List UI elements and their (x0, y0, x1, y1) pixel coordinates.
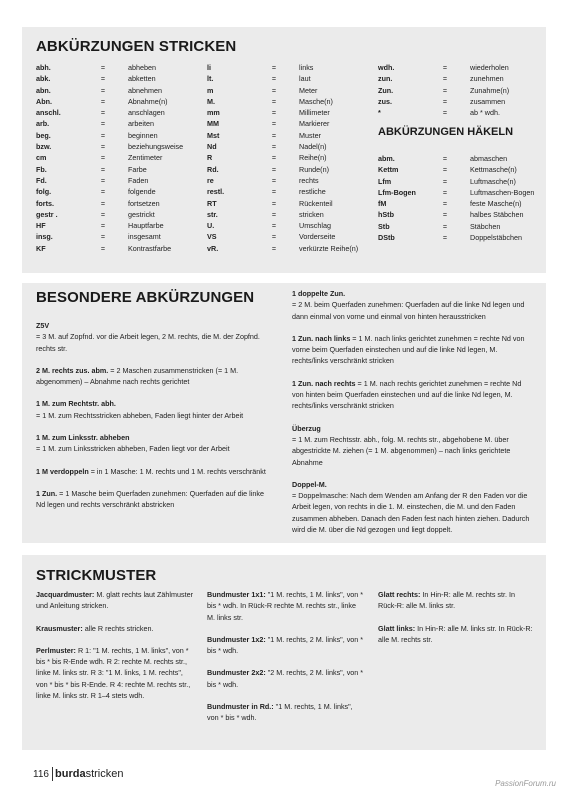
abbr-equals: = (271, 243, 277, 253)
abbr-equals: = (100, 74, 106, 84)
abbr-column-1 (36, 62, 198, 254)
abbr-equals: = (442, 96, 448, 106)
abbr-equals: = (100, 243, 106, 253)
abbr-key: Zun. (378, 85, 394, 95)
strickmuster-box (22, 555, 546, 750)
text-paragraph (36, 645, 194, 701)
abbr-value: Zunahme(n) (470, 85, 510, 95)
abbr-value: halbes Stäbchen (470, 210, 524, 220)
abbr-equals: = (442, 233, 448, 243)
abbr-row (378, 73, 546, 84)
abbr-equals: = (271, 209, 277, 219)
abbr-key: Kettm (378, 165, 399, 175)
abbr-key: li (207, 63, 211, 72)
text-paragraph (207, 701, 365, 724)
abbr-row (207, 243, 369, 254)
abbr-value: abnehmen (128, 85, 162, 95)
paragraph-text: = 2 Maschen zusammenstricken (= 1 M. abgenommen) – Abnahme nach rechts gerichtet (36, 365, 239, 387)
abbr-value: folgende (128, 187, 156, 197)
abbr-row (207, 231, 369, 242)
abbr-key: Rd. (207, 164, 219, 174)
text-paragraph (378, 623, 533, 646)
abbr-haekeln-column (378, 153, 546, 243)
paragraph-term: Bundmuster 1x2: (207, 634, 266, 644)
abbr-equals: = (271, 85, 277, 95)
abbr-equals: = (271, 130, 277, 140)
brand-rest: stricken (85, 768, 124, 780)
abbr-key: abm. (378, 154, 395, 163)
paragraph-term: 2 M. rechts zus. abm. (36, 365, 109, 375)
abbr-key: forts. (36, 198, 54, 208)
page-number: 116 (33, 769, 49, 780)
abbr-value: beginnen (128, 130, 158, 140)
abbr-value: Markierer (299, 119, 330, 129)
abbr-key: Fb. (36, 164, 47, 174)
text-paragraph (36, 398, 272, 421)
abbr-key: M. (207, 96, 215, 106)
abbr-row (36, 73, 198, 84)
text-paragraph (292, 333, 534, 367)
besondere-abkuerzungen-title: BESONDERE ABKÜRZUNGEN (36, 289, 255, 306)
abbr-row (36, 141, 198, 152)
abbr-key: lt. (207, 74, 214, 84)
text-paragraph (36, 589, 194, 612)
text-paragraph (207, 634, 365, 657)
paragraph-text: "1 M. rechts, 1 M. links", von * bis * wdh. In Rück-R rechte M. rechts str., linke M. links str. (207, 590, 364, 622)
abbr-value: Luftmasche(n) (470, 176, 516, 186)
text-paragraph (36, 488, 272, 511)
abbr-value: abketten (128, 74, 156, 84)
paragraph-term: 1 Zun. (36, 488, 58, 498)
paragraph-term: 1 Zun. nach rechts (292, 378, 356, 388)
abbr-row (207, 107, 369, 118)
paragraph-text: = 1 M. nach links gerichtet zunehmen = rechte Nd von vorne beim Querfaden einstechen und auf die linke Nd legen, M. rechts/links verschränkt stricken (292, 333, 525, 366)
abbr-value: restliche (299, 187, 326, 197)
paragraph-term: 1 Zun. nach links (292, 333, 351, 343)
abbr-value: laut (299, 74, 311, 84)
paragraph-term: Bundmuster 2x2: (207, 668, 266, 678)
text-paragraph (36, 623, 194, 634)
abbr-row (207, 186, 369, 197)
abbr-key: insg. (36, 232, 53, 242)
abbr-value: Muster (299, 130, 321, 140)
text-paragraph (36, 320, 272, 354)
abbr-equals: = (271, 74, 277, 84)
abbr-row (378, 85, 546, 96)
abbr-row (36, 209, 198, 220)
text-paragraph (207, 667, 365, 690)
abbr-equals: = (271, 142, 277, 152)
abbr-row (207, 198, 369, 209)
abbr-value: Faden (128, 175, 149, 185)
text-paragraph (36, 365, 272, 388)
abbr-key: zun. (378, 74, 393, 84)
abbr-key: VS (207, 232, 217, 242)
abbr-row (378, 62, 546, 73)
abbr-value: Masche(n) (299, 96, 333, 106)
abbr-key: Fd. (36, 175, 47, 185)
paragraph-term: Glatt links: (378, 623, 416, 633)
text-paragraph (292, 479, 534, 535)
abbr-row (36, 243, 198, 254)
abbr-key: m (207, 85, 214, 95)
paragraph-text: = 1 M. zum Linksstricken abheben, Faden liegt vor der Arbeit (36, 444, 230, 454)
text-paragraph (36, 432, 272, 455)
paragraph-text: = 1 M. zum Rechtsstr. abh., folg. M. rechts str., abgehobene M. über abgestrickte M. ziehen (= 1 M. abgenommen) – nach links gerichtete Abnahme (292, 434, 511, 467)
paragraph-term: Krausmuster: (36, 623, 83, 633)
paragraph-text: = in 1 Masche: 1 M. rechts und 1 M. rechts verschränkt (88, 466, 266, 476)
abbr-value: ab * wdh. (470, 108, 500, 118)
abbr-equals: = (442, 176, 448, 186)
abbr-row (378, 107, 546, 118)
abbr-key: abk. (36, 74, 51, 84)
paragraph-text: In Hin-R: alle M. rechts str. In Rück-R: alle M. links str. (378, 590, 516, 611)
paragraph-text: "1 M. rechts, 2 M. links", von * bis * wdh. (207, 634, 364, 656)
paragraph-text: = 1 M. nach rechts gerichtet zunehmen = rechte Nd von hinten beim Querfaden einstechen und auf die linke Nd legen, M. rechts/links verschränkt stricken (292, 378, 522, 411)
paragraph-term: Bundmuster 1x1: (207, 590, 266, 599)
abbr-value: Abnahme(n) (128, 96, 168, 106)
abbr-value: Nadel(n) (299, 142, 327, 152)
abbr-equals: = (442, 199, 448, 209)
abbr-row (36, 164, 198, 175)
strickmuster-column-3 (378, 589, 533, 645)
paragraph-text: = Doppelmasche: Nach dem Wenden am Anfang der R den Faden vor die Arbeit legen, von rechts in die 1. M. einstechen, die M. und den Faden zusammen abheben. Danach den Faden fest nach hinten ziehen. Dadurch wird die M. über die Nd gezogen und liegt doppelt. (292, 491, 530, 535)
abbr-row (36, 231, 198, 242)
brand-logo (55, 768, 123, 780)
paragraph-text: "1 M. rechts, 1 M. links", von * bis * wdh. (207, 702, 353, 723)
paragraph-text: = 2 M. beim Querfaden zunehmen: Querfaden auf die linke Nd legen und dann einmal von vorne und einmal von hinten herausstricken (292, 300, 525, 321)
abbr-key: abh. (36, 63, 51, 72)
strickmuster-column-2 (207, 589, 365, 724)
abbr-key: arb. (36, 119, 50, 129)
abbr-key: Lfm-Bogen (378, 187, 416, 197)
abbr-key: Nd (207, 142, 217, 152)
paragraph-term: Perlmuster: (36, 645, 76, 655)
abbr-equals: = (442, 85, 448, 95)
abbr-equals: = (100, 209, 106, 219)
abbr-row (36, 175, 198, 186)
paragraph-term: 1 M verdoppeln (36, 466, 89, 476)
abbr-key: wdh. (378, 63, 395, 72)
abbr-value: insgesamt (128, 232, 161, 242)
besondere-right-column (292, 288, 534, 535)
abbr-value: Rückenteil (299, 198, 333, 208)
paragraph-term: Z5V (36, 321, 50, 330)
strickmuster-title: STRICKMUSTER (36, 567, 157, 584)
abkuerzungen-haekeln-title: ABKÜRZUNGEN HÄKELN (378, 126, 514, 138)
abbr-row (378, 209, 546, 220)
abbr-key: Abn. (36, 96, 52, 106)
abbr-row (378, 96, 546, 107)
abbr-row (36, 198, 198, 209)
abbr-value: Umschlag (299, 221, 331, 231)
abbr-value: Vorderseite (299, 232, 336, 242)
abbr-key: vR. (207, 243, 219, 253)
abbr-key: HF (36, 221, 46, 231)
abbr-equals: = (271, 198, 277, 208)
abbr-equals: = (100, 164, 106, 174)
abbr-key: gestr . (36, 209, 58, 219)
abbr-value: gestrickt (128, 209, 155, 219)
abbr-value: arbeiten (128, 119, 154, 129)
abbr-value: Stäbchen (470, 221, 501, 231)
abbr-equals: = (442, 221, 448, 231)
paragraph-term: Überzug (292, 423, 321, 433)
abbr-row (378, 232, 546, 243)
abbr-key: DStb (378, 233, 395, 243)
abbr-row (207, 62, 369, 73)
abbr-row (207, 164, 369, 175)
abbr-equals: = (100, 232, 106, 242)
abbr-equals: = (271, 63, 277, 72)
abbr-value: Luftmaschen-Bogen (470, 187, 535, 197)
abbr-row (36, 96, 198, 107)
abkuerzungen-stricken-box (22, 27, 546, 273)
abbr-key: RT (207, 198, 217, 208)
abbr-key: abn. (36, 85, 51, 95)
abbr-row (207, 152, 369, 163)
abbr-equals: = (100, 142, 106, 152)
paragraph-text: = 3 M. auf Zopfnd. vor die Arbeit legen, 2 M. rechts, die M. der Zopfnd. rechts str. (36, 332, 260, 353)
abbr-row (207, 220, 369, 231)
abbr-equals: = (100, 175, 106, 185)
abbr-equals: = (442, 187, 448, 197)
paragraph-term: Doppel-M. (292, 479, 327, 489)
abbr-row (207, 118, 369, 129)
abbr-equals: = (271, 108, 277, 118)
abbr-equals: = (271, 96, 277, 106)
abbr-key: * (378, 108, 381, 118)
abbr-row (378, 176, 546, 187)
abbr-equals: = (100, 153, 106, 163)
abbr-equals: = (442, 210, 448, 220)
abbr-row (36, 220, 198, 231)
abbr-value: rechts (299, 175, 319, 185)
abbr-equals: = (442, 154, 448, 163)
abkuerzungen-stricken-title: ABKÜRZUNGEN STRICKEN (36, 38, 237, 55)
text-paragraph (292, 423, 534, 468)
abbr-value: abmaschen (470, 154, 508, 163)
paragraph-text: alle R rechts stricken. (82, 623, 154, 633)
abbr-value: beziehungsweise (128, 142, 184, 152)
abbr-row (36, 152, 198, 163)
abbr-key: Mst (207, 130, 220, 140)
abbr-key: cm (36, 153, 47, 163)
text-paragraph (36, 466, 272, 477)
paragraph-text: = 1 Masche beim Querfaden zunehmen: Querfaden auf die linke Nd legen und rechts verschränkt abstricken (36, 488, 264, 510)
abbr-key: R (207, 153, 213, 163)
abbr-column-3 (378, 62, 546, 118)
abbr-equals: = (442, 74, 448, 84)
strickmuster-column-1 (36, 589, 194, 701)
abbr-row (207, 85, 369, 96)
abbr-row (207, 73, 369, 84)
abbr-row (36, 186, 198, 197)
abbr-equals: = (100, 96, 106, 106)
abbr-equals: = (271, 164, 277, 174)
abbr-row (207, 141, 369, 152)
abbr-row (36, 85, 198, 96)
abbr-equals: = (442, 63, 448, 72)
abbr-value: Zentimeter (128, 153, 163, 163)
abbr-value: Kettmasche(n) (470, 165, 517, 175)
abbr-row (207, 175, 369, 186)
paragraph-text: = 1 M. zum Rechtsstricken abheben, Faden liegt hinter der Arbeit (36, 410, 244, 420)
abbr-equals: = (271, 232, 277, 242)
abbr-row (207, 96, 369, 107)
abbr-value: Reihe(n) (299, 153, 327, 163)
paragraph-term: 1 M. zum Rechtstr. abh. (36, 399, 116, 409)
paragraph-term: Glatt rechts: (378, 590, 421, 599)
text-paragraph (207, 589, 365, 623)
watermark: PassionForum.ru (495, 779, 556, 788)
abbr-equals: = (442, 108, 448, 118)
abbr-row (36, 130, 198, 141)
abbr-key: fM (378, 199, 387, 209)
abbr-equals: = (271, 187, 277, 197)
abbr-key: restl. (207, 187, 225, 197)
abbr-equals: = (271, 119, 277, 129)
abbr-key: U. (207, 221, 215, 231)
abbr-equals: = (271, 153, 277, 163)
abbr-equals: = (442, 165, 448, 175)
abbr-key: bzw. (36, 142, 52, 152)
abbr-value: Meter (299, 85, 318, 95)
abbr-equals: = (271, 221, 277, 231)
abbr-equals: = (100, 108, 106, 118)
abbr-value: anschlagen (128, 108, 165, 118)
abbr-row (378, 221, 546, 232)
abbr-key: mm (207, 108, 220, 118)
abbr-key: Stb (378, 221, 390, 231)
abbr-value: abheben (128, 63, 156, 72)
paragraph-term: 1 doppelte Zun. (292, 289, 346, 298)
abbr-row (378, 198, 546, 209)
besondere-left-column (36, 320, 272, 511)
abbr-key: KF (36, 243, 46, 253)
abbr-value: zunehmen (470, 74, 504, 84)
text-paragraph (292, 378, 534, 412)
abbr-equals: = (100, 130, 106, 140)
abbr-value: links (299, 63, 314, 72)
abbr-value: stricken (299, 209, 324, 219)
abbr-key: beg. (36, 130, 51, 140)
abbr-row (207, 130, 369, 141)
abbr-value: Farbe (128, 164, 147, 174)
abbr-value: verkürzte Reihe(n) (299, 243, 359, 253)
abbr-equals: = (100, 119, 106, 129)
abbr-key: anschl. (36, 108, 61, 118)
abbr-key: Lfm (378, 176, 392, 186)
abbr-value: Hauptfarbe (128, 221, 164, 231)
abbr-value: Doppelstäbchen (470, 233, 522, 243)
paragraph-term: Bundmuster in Rd.: (207, 702, 274, 712)
abbr-row (36, 118, 198, 129)
abbr-key: zus. (378, 96, 392, 106)
abbr-equals: = (100, 85, 106, 95)
brand-bold: burda (55, 768, 86, 780)
abbr-equals: = (100, 221, 106, 231)
abbr-value: feste Masche(n) (470, 199, 522, 209)
abbr-value: Kontrastfarbe (128, 243, 172, 253)
abbr-equals: = (271, 175, 277, 185)
abbr-value: wiederholen (470, 63, 509, 72)
abbr-key: re (207, 175, 214, 185)
paragraph-term: 1 M. zum Linksstr. abheben (36, 433, 130, 443)
abbr-row (36, 62, 198, 73)
abbr-equals: = (100, 63, 106, 72)
abbr-value: zusammen (470, 96, 506, 106)
abbr-row (207, 209, 369, 220)
text-paragraph (378, 589, 533, 612)
paragraph-text: In Hin-R: alle M. links str. In Rück-R: alle M. rechts str. (378, 623, 533, 644)
abbr-row (36, 107, 198, 118)
abbr-equals: = (100, 198, 106, 208)
paragraph-term: Jacquardmuster: (36, 590, 95, 599)
abbr-value: fortsetzen (128, 198, 160, 208)
abbr-row (378, 187, 546, 198)
abbr-key: hStb (378, 210, 394, 220)
abbr-column-2 (207, 62, 369, 254)
abbr-key: folg. (36, 187, 52, 197)
abbr-value: Millimeter (299, 108, 330, 118)
abbr-key: MM (207, 119, 219, 129)
abbr-key: str. (207, 209, 218, 219)
abbr-value: Runde(n) (299, 164, 329, 174)
text-paragraph (292, 288, 534, 322)
besondere-abkuerzungen-box (22, 283, 546, 543)
abbr-row (378, 153, 546, 164)
abbr-equals: = (100, 187, 106, 197)
paragraph-text: M. glatt rechts laut Zählmuster und Anleitung stricken. (36, 590, 193, 611)
paragraph-text: "2 M. rechts, 2 M. links", von * bis * wdh. (207, 668, 364, 689)
footer-divider (52, 767, 53, 781)
abbr-row (378, 164, 546, 175)
paragraph-text: R 1: "1 M. rechts, 1 M. links", von * bis * bis R-Ende wdh. R 2: rechte M. rechts str., linke M. links str. R 3: "1 M. links, 1 M. rechts", von * bis * bis R-Ende. R 4: rechte M. rechts str., linke M. links str. R 1–4 stets wdh. (36, 645, 191, 701)
